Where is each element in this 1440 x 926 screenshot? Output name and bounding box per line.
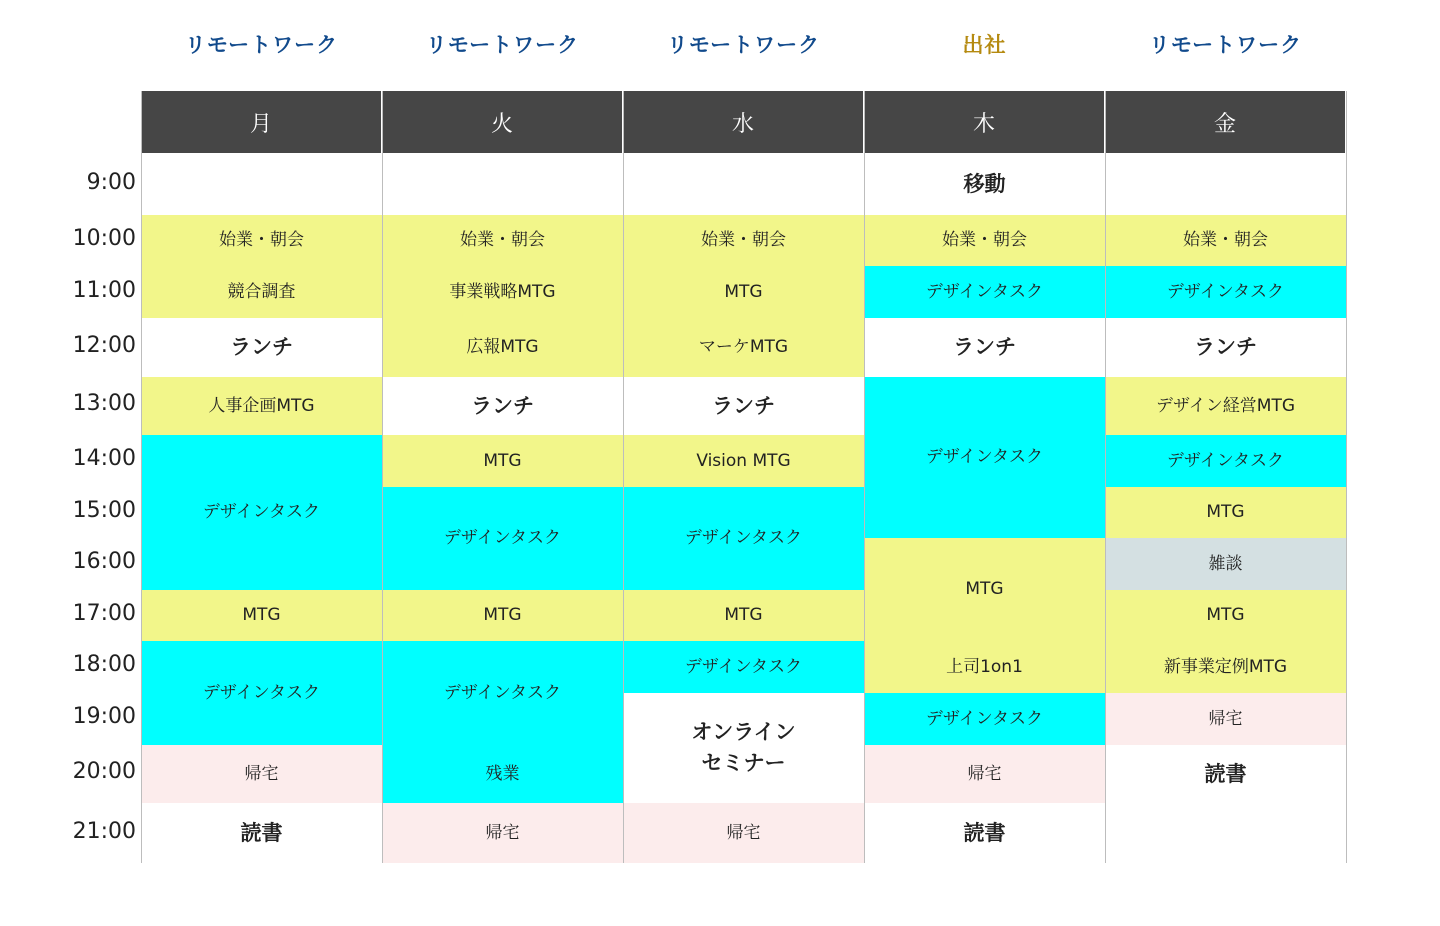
time-label: 15:00: [72, 498, 136, 523]
schedule-cell-meeting: 事業戦略MTG: [382, 266, 623, 318]
schedule-cell-commute: 移動: [864, 153, 1105, 215]
schedule-cell-meeting: デザイン経営MTG: [1105, 377, 1346, 435]
time-label: 19:00: [72, 704, 136, 729]
schedule-cell-free: [382, 153, 623, 215]
time-label: 13:00: [72, 391, 136, 416]
schedule-cell-lunch: ランチ: [1105, 318, 1346, 377]
time-label: 21:00: [72, 819, 136, 844]
schedule-cell-design-task: デザインタスク: [864, 377, 1105, 538]
time-label: 11:00: [72, 278, 136, 303]
work-mode-mon: リモートワーク: [184, 33, 339, 57]
schedule-cell-lunch: ランチ: [623, 377, 864, 435]
schedule-cell-design-task: デザインタスク: [141, 435, 382, 590]
column-divider: [1105, 91, 1106, 863]
schedule-cell-meeting: 始業・朝会: [1105, 215, 1346, 266]
schedule-cell-reading: 読書: [1105, 745, 1346, 803]
schedule-cell-home: 帰宅: [382, 803, 623, 863]
schedule-cell-meeting: 新事業定例MTG: [1105, 641, 1346, 693]
schedule-cell-meeting: MTG: [623, 266, 864, 318]
schedule-cell-meeting: MTG: [141, 590, 382, 641]
schedule-cell-meeting: 始業・朝会: [382, 215, 623, 266]
day-header-mon: 月: [141, 91, 381, 153]
day-header-fri: 金: [1105, 91, 1345, 153]
schedule-cell-meeting: 始業・朝会: [623, 215, 864, 266]
seminar-line-1: オンライン: [691, 719, 796, 744]
column-divider: [1346, 91, 1347, 863]
schedule-cell-home: 帰宅: [1105, 693, 1346, 745]
schedule-cell-design-task: デザインタスク: [382, 487, 623, 590]
schedule-cell-meeting: MTG: [623, 590, 864, 641]
schedule-cell-meeting: MTG: [864, 538, 1105, 641]
column-divider: [382, 91, 383, 863]
schedule-cell-lunch: ランチ: [141, 318, 382, 377]
schedule-cell-free: [1105, 803, 1346, 863]
seminar-line-2: セミナー: [701, 751, 786, 775]
schedule-cell-meeting: 人事企画MTG: [141, 377, 382, 435]
schedule-cell-free: [623, 153, 864, 215]
schedule-cell-meeting: MTG: [382, 590, 623, 641]
schedule-cell-design-task: デザインタスク: [1105, 435, 1346, 487]
schedule-cell-design-task: デザインタスク: [623, 641, 864, 693]
schedule-cell-meeting: マーケMTG: [623, 318, 864, 377]
time-label: 14:00: [72, 446, 136, 471]
work-mode-tue: リモートワーク: [425, 33, 580, 57]
schedule-cell-overtime: 残業: [382, 745, 623, 803]
schedule-cell-seminar: [623, 693, 864, 803]
time-label: 12:00: [72, 333, 136, 358]
day-header-thu: 木: [864, 91, 1104, 153]
schedule-cell-1on1: 上司1on1: [864, 641, 1105, 693]
time-label: 17:00: [72, 601, 136, 626]
column-divider: [864, 91, 865, 863]
schedule-cell-reading: 読書: [864, 803, 1105, 863]
schedule-cell-lunch: ランチ: [382, 377, 623, 435]
time-label: 16:00: [72, 549, 136, 574]
schedule-cell-reading: 読書: [141, 803, 382, 863]
schedule-cell-home: 帰宅: [864, 745, 1105, 803]
work-mode-wed: リモートワーク: [666, 33, 821, 57]
day-header-wed: 水: [623, 91, 863, 153]
time-label: 18:00: [72, 652, 136, 677]
schedule-cell-meeting: Vision MTG: [623, 435, 864, 487]
schedule-cell-design-task: デザインタスク: [864, 693, 1105, 745]
schedule-cell-design-task: デザインタスク: [382, 641, 623, 745]
schedule-cell-meeting: 始業・朝会: [864, 215, 1105, 266]
schedule-cell-design-task: デザインタスク: [1105, 266, 1346, 318]
schedule-cell-home: 帰宅: [623, 803, 864, 863]
schedule-cell-meeting: MTG: [382, 435, 623, 487]
schedule-cell-meeting: 競合調査: [141, 266, 382, 318]
schedule-cell-free: [1105, 153, 1346, 215]
schedule-cell-design-task: デザインタスク: [864, 266, 1105, 318]
schedule-cell-design-task: デザインタスク: [141, 641, 382, 745]
schedule-cell-free: [141, 153, 382, 215]
time-label: 9:00: [86, 170, 136, 195]
column-divider: [623, 91, 624, 863]
day-header-tue: 火: [382, 91, 622, 153]
schedule-cell-meeting: 始業・朝会: [141, 215, 382, 266]
schedule-cell-meeting: 広報MTG: [382, 318, 623, 377]
work-mode-fri: リモートワーク: [1148, 33, 1303, 57]
schedule-cell-meeting: MTG: [1105, 590, 1346, 641]
schedule-cell-chat: 雑談: [1105, 538, 1346, 590]
schedule-cell-design-task: デザインタスク: [623, 487, 864, 590]
schedule-cell-meeting: MTG: [1105, 487, 1346, 538]
column-divider: [141, 91, 142, 863]
schedule-cell-home: 帰宅: [141, 745, 382, 803]
time-label: 20:00: [72, 759, 136, 784]
work-mode-thu: 出社: [962, 33, 1007, 57]
time-label: 10:00: [72, 226, 136, 251]
schedule-cell-lunch: ランチ: [864, 318, 1105, 377]
